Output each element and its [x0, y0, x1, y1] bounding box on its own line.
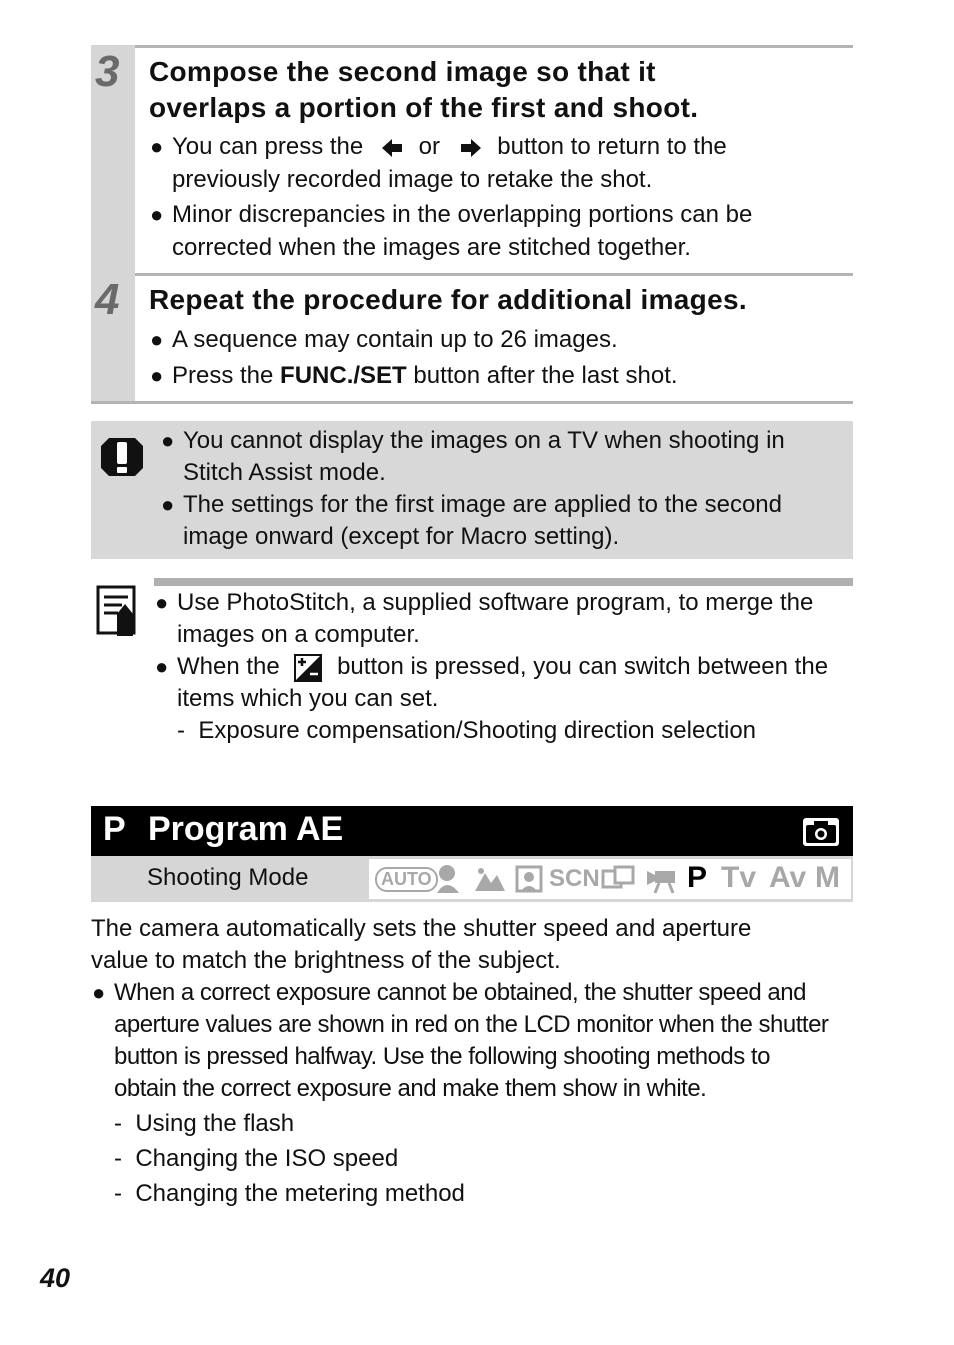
bullet-text: When the [177, 653, 280, 680]
step-bottom-divider [91, 401, 853, 404]
movie-mode-icon [645, 863, 679, 895]
step-heading-line-1: Compose the second image so that it [149, 56, 656, 87]
program-mode-letter: P [103, 810, 126, 848]
stitch-assist-mode-icon [601, 863, 637, 895]
bullet-text: The settings for the first image are applied to the second [183, 491, 783, 518]
bullet: ● Minor discrepancies in the overlapping portions can be [150, 201, 753, 228]
exposure-compensation-icon [294, 654, 322, 682]
bullet-text: When a correct exposure cannot be obtained, the shutter speed and [114, 979, 806, 1006]
manual-mode-icon: M [815, 861, 840, 894]
bullet-text: button after the last shot. [406, 362, 678, 389]
list-item-text: Changing the ISO speed [135, 1145, 399, 1172]
list-item-text: Changing the metering method [135, 1180, 465, 1207]
section-title: Program AE [148, 810, 344, 848]
list-item [114, 1178, 465, 1210]
list-item [114, 1143, 398, 1175]
tv-mode-icon: Tv [721, 861, 757, 894]
night-snapshot-mode-icon [515, 863, 545, 895]
bullet-text-or: or [418, 133, 440, 160]
shooting-mode-bar [91, 856, 853, 902]
bullet-text: Press the [172, 362, 281, 389]
page-number: 40 [40, 1263, 71, 1293]
bullet-continuation: items which you can set. [177, 685, 439, 712]
bullet-continuation: button is pressed halfway. Use the following shooting methods to [114, 1043, 770, 1070]
step-3 [91, 45, 853, 273]
bullet-continuation: previously recorded image to retake the shot. [172, 166, 653, 193]
sub-item-text: Exposure compensation/Shooting direction selection [198, 717, 757, 744]
intro-line-2: value to match the brightness of the subject. [91, 947, 561, 974]
list-item-text: Using the flash [135, 1110, 295, 1137]
step-divider [91, 45, 853, 48]
step-number-column [91, 273, 135, 401]
caution-icon [99, 434, 145, 480]
bullet-text: Minor discrepancies in the overlapping portions can be [172, 201, 753, 228]
bullet-text: Use PhotoStitch, a supplied software program, to merge the [177, 589, 814, 616]
camera-icon [802, 817, 840, 847]
bullet-continuation: images on a computer. [177, 621, 420, 648]
bullet-text: A sequence may contain up to 26 images. [172, 326, 618, 353]
bullet-text: button to return to the [497, 133, 727, 160]
bullet-text: button is pressed, you can switch between the [337, 653, 829, 680]
bullet-continuation: obtain the correct exposure and make them show in white. [114, 1075, 707, 1102]
left-arrow-icon [380, 137, 406, 159]
step-number: 3 [95, 47, 120, 96]
sub-item [177, 715, 756, 747]
bullet: ● Use PhotoStitch, a supplied software program, to merge the [155, 589, 814, 616]
step-heading-line-2: overlaps a portion of the first and shoot. [149, 92, 699, 123]
bullet: ● You cannot display the images on a TV when shooting in [161, 427, 785, 454]
bullet: ● The settings for the first image are applied to the second [161, 491, 783, 518]
scene-mode-icon: SCN [549, 865, 600, 892]
section-banner [91, 806, 853, 856]
note-divider [154, 578, 853, 586]
step-number-column [91, 45, 135, 273]
dash: - [177, 717, 185, 744]
caution-box [91, 421, 853, 559]
bullet: ● Press the FUNC./SET button after the last shot. [150, 362, 678, 389]
bullet-continuation: image onward (except for Macro setting). [183, 523, 620, 550]
mode-icons [369, 859, 851, 899]
bullet: ● When a correct exposure cannot be obtained, the shutter speed and [92, 979, 806, 1006]
step-number: 4 [95, 275, 120, 324]
step-divider [91, 273, 853, 276]
bullet-text: You cannot display the images on a TV when shooting in [183, 427, 785, 454]
bullet-continuation: Stitch Assist mode. [183, 459, 386, 486]
bullet: ● You can press the or button to return to the [150, 133, 727, 160]
bullet-text: You can press the [172, 133, 364, 160]
program-mode-icon: P [687, 861, 708, 894]
portrait-mode-icon [433, 863, 467, 895]
bullet-continuation: corrected when the images are stitched together. [172, 234, 691, 261]
list-item [114, 1108, 294, 1140]
step-heading: Repeat the procedure for additional images. [149, 284, 747, 315]
auto-mode-icon: AUTO [375, 867, 438, 892]
bullet: ● When the button is pressed, you can switch between the [155, 653, 829, 680]
intro-line-1: The camera automatically sets the shutter speed and aperture [91, 915, 752, 942]
dash: - [114, 1145, 122, 1172]
memo-icon [95, 584, 139, 640]
landscape-mode-icon [473, 863, 507, 895]
dash: - [114, 1180, 122, 1207]
bullet-continuation: aperture values are shown in red on the LCD monitor when the shutter [114, 1011, 829, 1038]
bullet: ● A sequence may contain up to 26 images. [150, 326, 618, 353]
av-mode-icon: Av [769, 861, 807, 894]
func-set-button-label: FUNC./SET [280, 362, 407, 389]
dash: - [114, 1110, 122, 1137]
step-4 [91, 273, 853, 401]
right-arrow-icon [457, 137, 483, 159]
shooting-mode-label: Shooting Mode [147, 864, 309, 891]
